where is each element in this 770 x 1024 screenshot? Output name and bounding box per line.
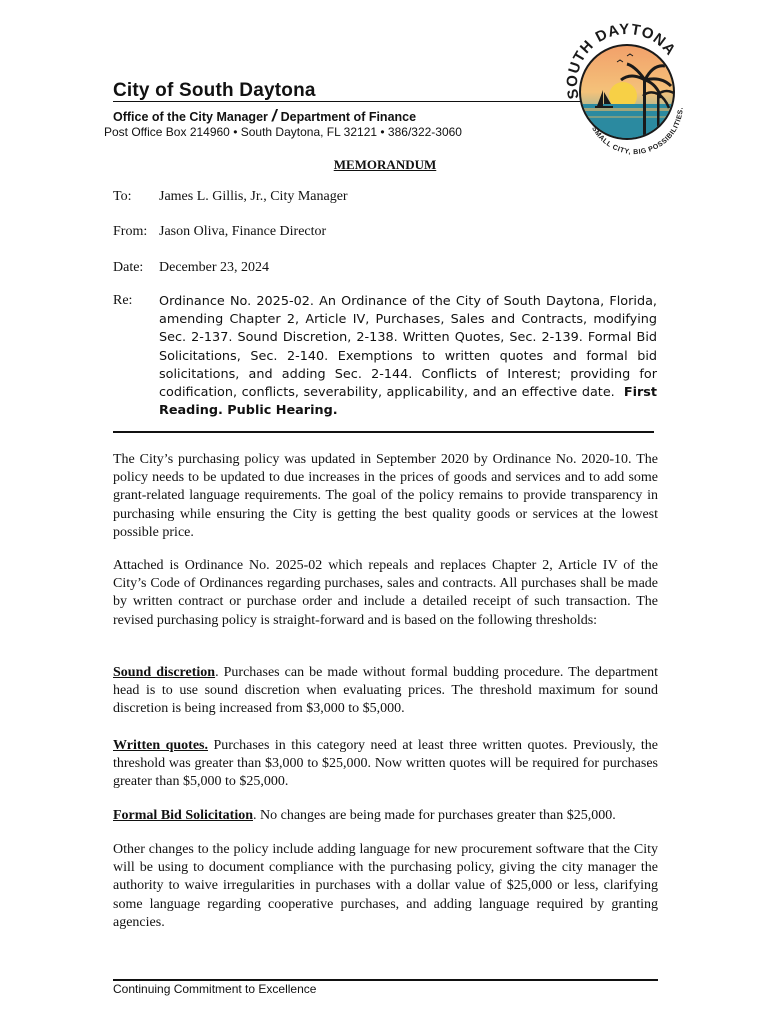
paragraph-written-quotes — [113, 737, 658, 792]
formal-bid-heading: Formal Bid Solicitation — [113, 808, 253, 823]
to-value: James L. Gillis, Jr., City Manager — [159, 189, 348, 204]
address-line: Post Office Box 214960 • South Daytona, FL 32121 • 386/322-3060 — [104, 125, 462, 139]
paragraph-ordinance: Attached is Ordinance No. 2025-02 which repeals and replaces Chapter 2, Article IV of the City’s Code of Ordinances regarding purchases, sales and contracts. All purchases shall be made by written contract or purchase order and include a detailed receipt of such transaction. The revised purchasing policy is straight-forward and is based on the following thresholds: — [113, 558, 658, 628]
section-divider — [113, 431, 654, 433]
written-quotes-heading: Written quotes. — [113, 738, 209, 753]
re-label: Re: — [113, 293, 133, 308]
office-name: Office of the City Manager — [113, 110, 268, 124]
memo-title-text: MEMORANDUM — [333, 157, 437, 172]
date-value: December 23, 2024 — [159, 260, 270, 275]
from-label: From: — [113, 224, 148, 239]
department-name: Department of Finance — [280, 110, 417, 124]
paragraph-other-changes: Other changes to the policy include adding language for new procurement software that the City will be using to document compliance with the purchasing policy, giving the city manager the authority to waive irregularities in purchases with a dollar value of $25,000 or less, clarifying some language regarding cooperative purchases, and adding language required by granting agencies. — [113, 842, 658, 930]
seal-top-text: SOUTH DAYTONA — [563, 20, 680, 101]
paragraph-formal-bid — [113, 807, 658, 825]
date-label: Date: — [113, 260, 144, 275]
re-subject — [159, 293, 657, 420]
city-name: City of South Daytona — [113, 80, 316, 101]
from-value: Jason Oliva, Finance Director — [159, 224, 327, 239]
formal-bid-text: . No changes are being made for purchases greater than $25,000. — [253, 808, 616, 823]
seal-bottom-text: SMALL CITY, BIG POSSIBILITIES. — [590, 106, 685, 157]
written-quotes-text: Purchases in this category need at least three written quotes. Previously, the threshold was greater than $3,000 to $25,000. Now written quotes will be required for purchases greater than $5,000 to $25,000. — [113, 738, 658, 790]
to-label: To: — [113, 189, 132, 204]
office-separator: / — [271, 106, 277, 125]
sound-discretion-text: . Purchases can be made without formal budding procedure. The department head is to use sound discretion when evaluating prices. The threshold maximum for sound discretion is being increased from $3,000 to $5,000. — [113, 665, 658, 717]
memo-title — [0, 157, 770, 173]
re-subject-text: Ordinance No. 2025-02. An Ordinance of the City of South Daytona, Florida, amending Chapter 2, Article IV, Purchases, Sales and Contracts, modifying Sec. 2-137. Sound Discretion, 2-138. Written Quotes, Sec. 2-139. Formal Bid Solicitations, Sec. 2-140. Exemptions to written quotes and formal bid solicitations, and adding Sec. 2-144. Conflicts of Interest; providing for codification, conflicts, severability, applicability, and an effective date. — [159, 294, 657, 401]
header-rule — [113, 101, 583, 102]
re-subject-bold: First Reading. Public Hearing. — [159, 385, 658, 419]
paragraph-purpose: The City’s purchasing policy was updated in September 2020 by Ordinance No. 2020-10. The policy needs to be updated to due increases in the prices of goods and services and to add some grant-related language requirements. The goal of the policy remains to provide transparency in purchasing while ensuring the City is getting the best quality goods or services at the lowest possible price. — [113, 452, 658, 540]
sound-discretion-heading: Sound discretion — [113, 665, 216, 680]
paragraph-sound-discretion — [113, 664, 658, 719]
office-line — [113, 106, 416, 126]
city-seal-logo — [557, 20, 697, 160]
footer-rule — [113, 979, 658, 981]
footer-tagline: Continuing Commitment to Excellence — [113, 982, 317, 996]
